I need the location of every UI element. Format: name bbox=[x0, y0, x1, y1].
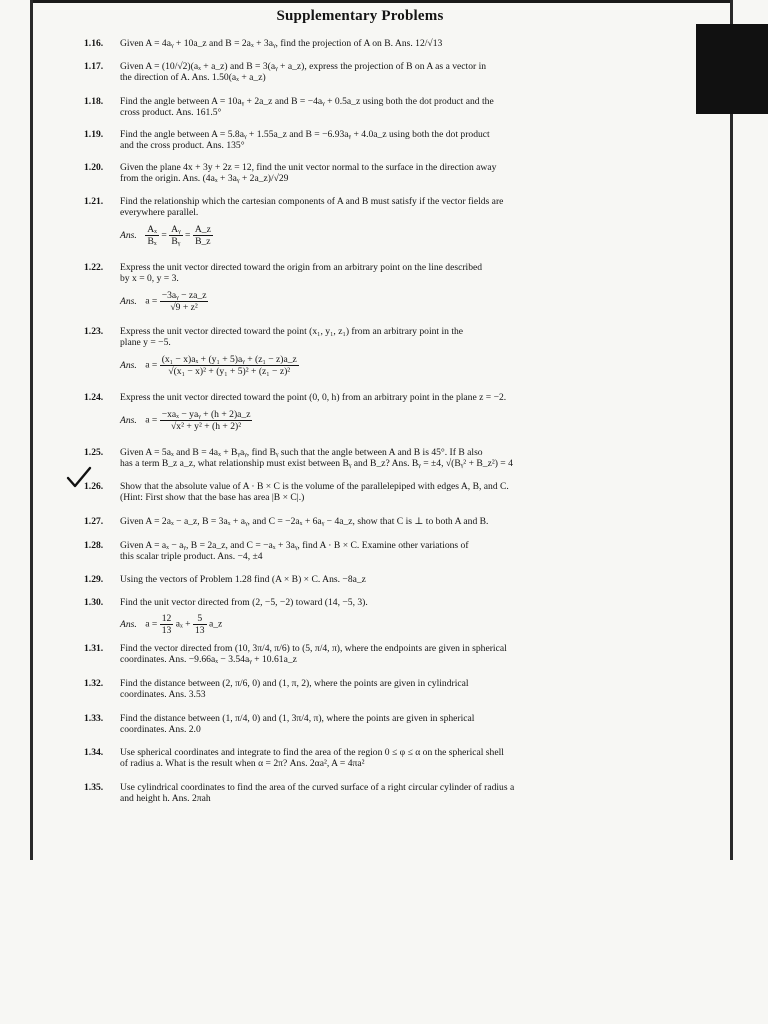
answer: Ans. a = $\frac{12}{13}$ aₓ + $\frac{5}{13}$ a_z bbox=[120, 613, 223, 636]
problem-text: Find the vector directed from (10, 3π/4, π/6) to (5, π/4, π), where the endpoints are given in spherical bbox=[120, 643, 507, 654]
answer: Ans. a = $\frac{\text{−xaₓ − yaᵧ + (h + 2)a\_z}}{\text{√x² + y² + (h + 2)²}}$ bbox=[120, 409, 251, 432]
problem-number: 1.24. bbox=[84, 392, 104, 403]
problem-number: 1.21. bbox=[84, 196, 104, 207]
problem-text: Express the unit vector directed toward the origin from an arbitrary point on the line described bbox=[120, 262, 483, 273]
problem-number: 1.35. bbox=[84, 782, 104, 793]
problem-text: (Hint: First show that the base has area |B × C|.) bbox=[120, 492, 305, 504]
top-rule bbox=[30, 0, 732, 3]
problem-text: plane y = −5. bbox=[120, 337, 171, 349]
problem-1-30 bbox=[84, 597, 644, 641]
problem-text: Given A = 2aₓ − a_z, B = 3aₓ + aᵧ, and C = −2aₓ + 6aᵧ − 4a_z, show that C is ⊥ to both A and B. bbox=[120, 516, 489, 527]
fraction: $\frac{\text{Aₓ}}{\text{Bₓ}}$ bbox=[147, 224, 157, 247]
problem-text: from the origin. Ans. (4aₓ + 3aᵧ + 2a_z)/√29 bbox=[120, 173, 289, 185]
problem-text: cross product. Ans. 161.5° bbox=[120, 107, 222, 119]
answer-label: Ans. bbox=[120, 618, 137, 630]
problem-number: 1.27. bbox=[84, 516, 104, 527]
problem-number: 1.18. bbox=[84, 96, 104, 107]
problem-number: 1.33. bbox=[84, 713, 104, 724]
problem-1-21 bbox=[84, 196, 644, 252]
problem-text: and height h. Ans. 2πah bbox=[120, 793, 211, 805]
problem-text: Given the plane 4x + 3y + 2z = 12, find the unit vector normal to the surface in the direction away bbox=[120, 162, 497, 173]
problem-1-24 bbox=[84, 392, 644, 436]
problem-number: 1.20. bbox=[84, 162, 104, 173]
problem-text: Given A = 4aᵧ + 10a_z and B = 2aₓ + 3aᵧ, find the projection of A on B. Ans. 12/√13 bbox=[120, 38, 443, 49]
answer-label: Ans. bbox=[120, 359, 137, 371]
fraction: $\frac{A\_z}{B\_z}$ bbox=[194, 224, 211, 247]
problem-1-22 bbox=[84, 262, 644, 318]
fraction: $\frac{\text{−xaₓ − yaᵧ + (h + 2)a\_z}}{\text{√x² + y² + (h + 2)²}}$ bbox=[161, 409, 251, 432]
problem-text: Given A = aₓ − aᵧ, B = 2a_z, and C = −aₓ + 3aᵧ, find A · B × C. Examine other variations of bbox=[120, 540, 469, 551]
problem-number: 1.32. bbox=[84, 678, 104, 689]
problem-text: Find the unit vector directed from (2, −5, −2) toward (14, −5, 3). bbox=[120, 597, 368, 608]
problem-number: 1.25. bbox=[84, 447, 104, 458]
page-title: Supplementary Problems bbox=[276, 8, 444, 24]
problem-text: everywhere parallel. bbox=[120, 207, 199, 219]
fraction: $\frac{12}{13}$ bbox=[161, 613, 172, 636]
problem-number: 1.29. bbox=[84, 574, 104, 585]
thumb-index-tab bbox=[696, 24, 768, 114]
problem-text: Find the distance between (2, π/6, 0) and (1, π, 2), where the points are given in cylindrical bbox=[120, 678, 469, 689]
problem-text: Use spherical coordinates and integrate to find the area of the region 0 ≤ φ ≤ α on the spherical shell bbox=[120, 747, 504, 758]
problem-text: Express the unit vector directed toward the point (0, 0, h) from an arbitrary point in the plane z = −2. bbox=[120, 392, 507, 403]
problem-number: 1.23. bbox=[84, 326, 104, 337]
problem-text: has a term B_z a_z, what relationship must exist between Bᵧ and B_z? Ans. Bᵧ = ±4, √(Bᵧ² + B_z²) = 4 bbox=[120, 458, 513, 470]
answer: Ans. a = $\frac{\text{(x₁ − x)aₓ + (y₁ + 5)aᵧ + (z₁ − z)a\_z}}{\text{√(x₁ − x)² + (y₁ + 5)² + (z₁ − z)²}}$ bbox=[120, 354, 297, 377]
problem-text: coordinates. Ans. 3.53 bbox=[120, 689, 206, 701]
problem-number: 1.28. bbox=[84, 540, 104, 551]
problem-number: 1.19. bbox=[84, 129, 104, 140]
problem-text: Use cylindrical coordinates to find the area of the curved surface of a right circular cylinder of radius a bbox=[120, 782, 515, 793]
problem-text: Find the relationship which the cartesian components of A and B must satisfy if the vector fields are bbox=[120, 196, 504, 207]
problem-number: 1.34. bbox=[84, 747, 104, 758]
fraction: $\frac{\text{Aᵧ}}{\text{Bᵧ}}$ bbox=[171, 224, 181, 247]
answer-label: Ans. bbox=[120, 229, 137, 241]
problem-number: 1.16. bbox=[84, 38, 104, 49]
problem-text: and the cross product. Ans. 135° bbox=[120, 140, 245, 152]
problem-text: coordinates. Ans. −9.66aₓ − 3.54aᵧ + 10.61a_z bbox=[120, 654, 297, 666]
fraction: $\frac{\text{(x₁ − x)aₓ + (y₁ + 5)aᵧ + (z₁ − z)a\_z}}{\text{√(x₁ − x)² + (y₁ + 5)² + (z₁ − z)²}}$ bbox=[161, 354, 297, 377]
answer: Ans. $\frac{\text{Aₓ}}{\text{Bₓ}}$ = $\frac{\text{Aᵧ}}{\text{Bᵧ}}$ = $\frac{A\_z}{B\_z}$ bbox=[120, 224, 211, 247]
problem-text: the direction of A. Ans. 1.50(aₓ + a_z) bbox=[120, 72, 266, 84]
problem-text: Find the angle between A = 10aᵧ + 2a_z and B = −4aᵧ + 0.5a_z using both the dot product and the bbox=[120, 96, 494, 107]
fraction: $\frac{\text{−3aᵧ − za\_z}}{\text{√9 + z²}}$ bbox=[161, 290, 207, 313]
answer-label: Ans. bbox=[120, 414, 137, 426]
problem-number: 1.17. bbox=[84, 61, 104, 72]
problem-text: Given A = 5aₓ and B = 4aₓ + Bᵧaᵧ, find Bᵧ such that the angle between A and B is 45°. If B also bbox=[120, 447, 483, 458]
problem-1-23 bbox=[84, 326, 644, 382]
problem-text: Find the distance between (1, π/4, 0) and (1, 3π/4, π), where the points are given in spherical bbox=[120, 713, 475, 724]
problem-text: Using the vectors of Problem 1.28 find (A × B) × C. Ans. −8a_z bbox=[120, 574, 366, 585]
answer: Ans. a = $\frac{\text{−3aᵧ − za\_z}}{\text{√9 + z²}}$ bbox=[120, 290, 207, 313]
problem-text: of radius a. What is the result when α = 2π? Ans. 2αa², A = 4πa² bbox=[120, 758, 365, 770]
problem-text: Given A = (10/√2)(aₓ + a_z) and B = 3(aᵧ + a_z), express the projection of B on A as a vector in bbox=[120, 61, 487, 72]
problem-text: Find the angle between A = 5.8aᵧ + 1.55a_z and B = −6.93aᵧ + 4.0a_z using both the dot product bbox=[120, 129, 490, 140]
problem-text: coordinates. Ans. 2.0 bbox=[120, 724, 201, 736]
problem-number: 1.26. bbox=[84, 481, 104, 492]
problem-number: 1.22. bbox=[84, 262, 104, 273]
problem-number: 1.30. bbox=[84, 597, 104, 608]
problem-text: Express the unit vector directed toward the point (x₁, y₁, z₁) from an arbitrary point in the bbox=[120, 326, 464, 337]
problem-number: 1.31. bbox=[84, 643, 104, 654]
problem-text: this scalar triple product. Ans. −4, ±4 bbox=[120, 551, 263, 563]
fraction: $\frac{5}{13}$ bbox=[194, 613, 205, 636]
problem-text: by x = 0, y = 3. bbox=[120, 273, 179, 285]
answer-label: Ans. bbox=[120, 295, 137, 307]
right-margin-bar bbox=[730, 0, 733, 860]
problem-text: Show that the absolute value of A · B × C is the volume of the parallelepiped with edges A, B, and C. bbox=[120, 481, 509, 492]
left-margin-bar bbox=[30, 0, 33, 860]
